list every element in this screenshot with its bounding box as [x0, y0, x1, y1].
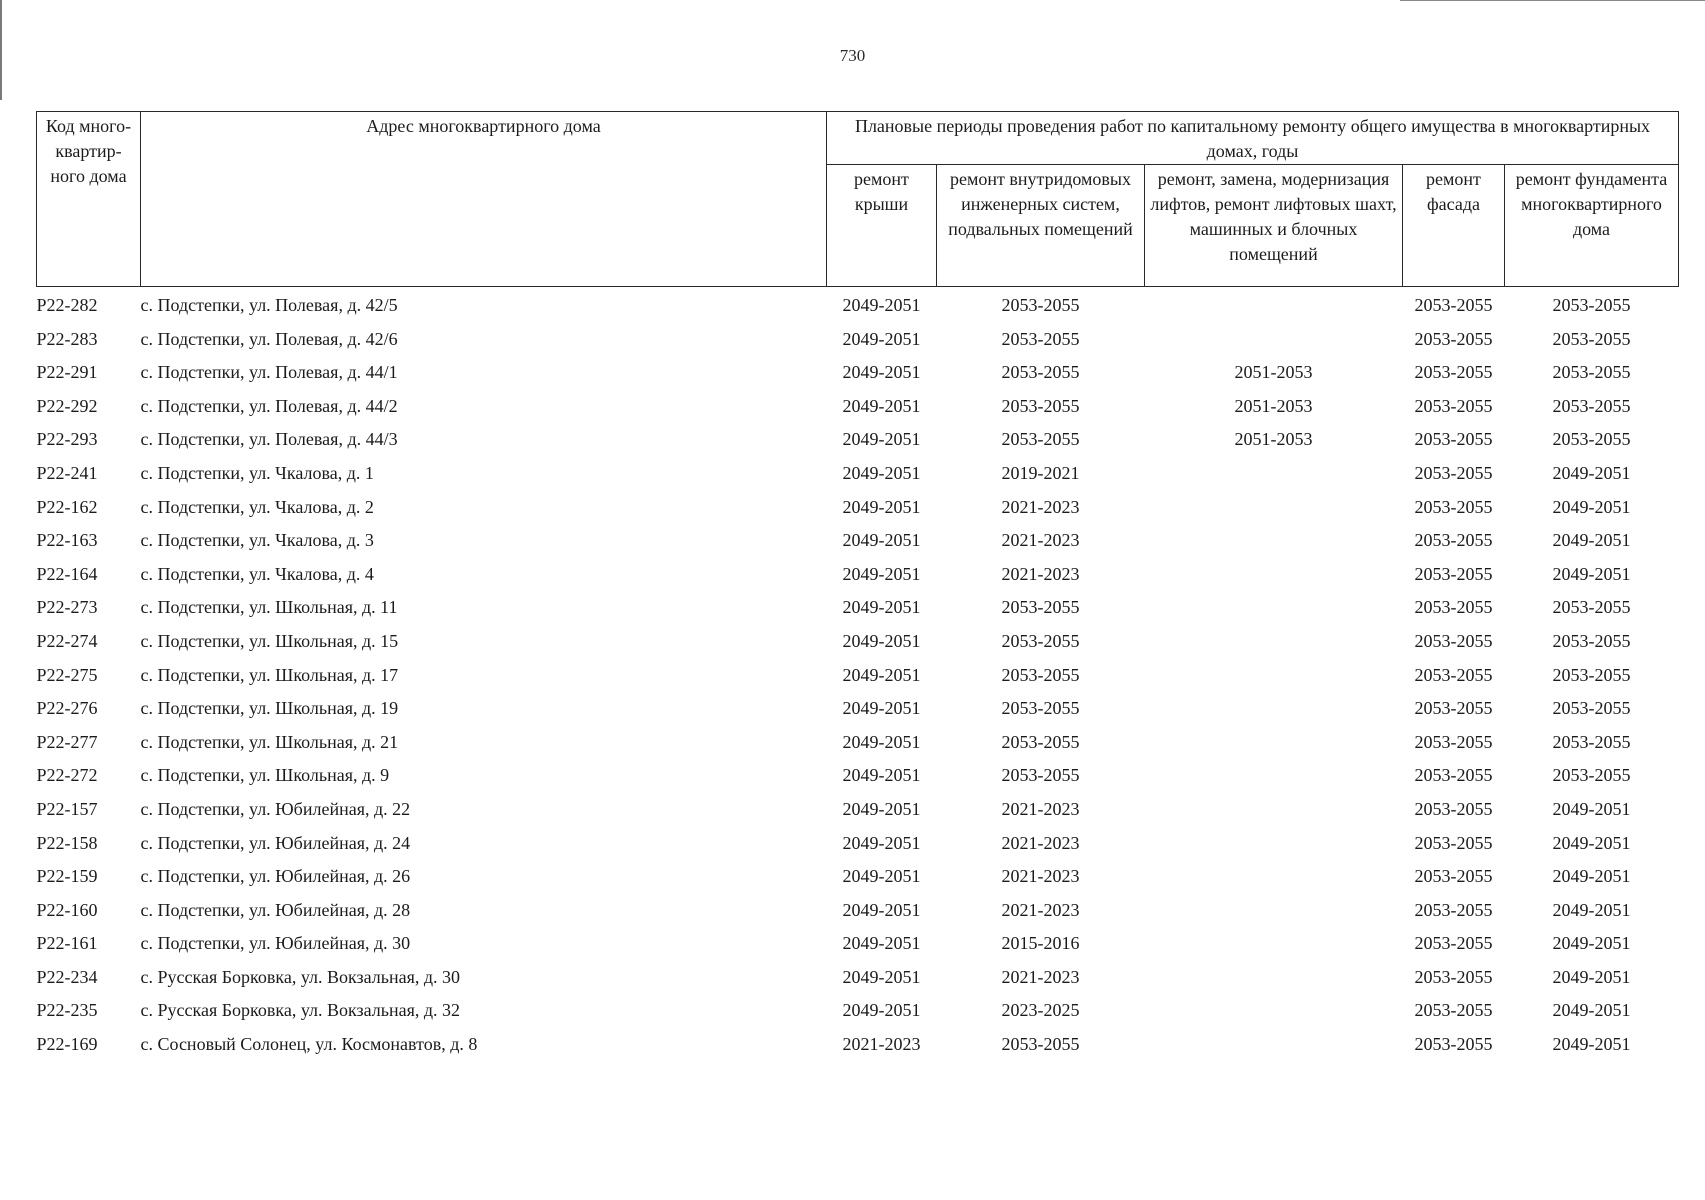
cell-engineering: 2053-2055	[1001, 328, 1080, 349]
cell-engineering: 2053-2055	[1001, 597, 1080, 618]
cell-facade: 2053-2055	[1414, 798, 1493, 819]
cell-foundation: 2049-2051	[1552, 798, 1631, 819]
cell-engineering: 2053-2055	[1001, 630, 1080, 651]
cell-code: Р22-169	[36, 1034, 98, 1055]
cell-roof: 2049-2051	[842, 933, 921, 954]
table-row	[37, 1028, 1679, 1062]
cell-foundation: 2049-2051	[1552, 462, 1631, 483]
cell-roof: 2049-2051	[842, 362, 921, 383]
cell-roof: 2049-2051	[842, 866, 921, 887]
cell-engineering: 2021-2023	[1001, 563, 1080, 584]
cell-lift	[1145, 692, 1403, 726]
table-row	[37, 759, 1679, 793]
cell-lift	[1145, 759, 1403, 793]
table-row	[37, 591, 1679, 625]
cell-roof: 2049-2051	[842, 563, 921, 584]
cell-lift	[1145, 558, 1403, 592]
cell-engineering: 2053-2055	[1001, 395, 1080, 416]
cell-engineering: 2053-2055	[1001, 362, 1080, 383]
cell-foundation: 2049-2051	[1552, 832, 1631, 853]
cell-foundation: 2049-2051	[1552, 866, 1631, 887]
cell-foundation: 2053-2055	[1552, 597, 1631, 618]
cell-facade: 2053-2055	[1414, 429, 1493, 450]
cell-roof: 2049-2051	[842, 698, 921, 719]
table-row	[37, 927, 1679, 961]
cell-engineering: 2015-2016	[1001, 933, 1080, 954]
header-code: Код много-квартир-ного дома	[37, 112, 141, 287]
table-row	[37, 860, 1679, 894]
cell-code: Р22-273	[36, 597, 98, 618]
cell-foundation: 2053-2055	[1552, 731, 1631, 752]
cell-facade: 2053-2055	[1414, 328, 1493, 349]
cell-lift	[1145, 894, 1403, 928]
table-row	[37, 524, 1679, 558]
table-row	[37, 491, 1679, 525]
header-engineering: ремонт внутридомовых инженерных систем, подвальных помещений	[937, 165, 1145, 287]
cell-engineering: 2053-2055	[1001, 429, 1080, 450]
table-row	[37, 793, 1679, 827]
cell-facade: 2053-2055	[1414, 866, 1493, 887]
header-row-top	[37, 112, 1679, 165]
cell-facade: 2053-2055	[1414, 899, 1493, 920]
cell-foundation: 2053-2055	[1552, 630, 1631, 651]
cell-foundation: 2053-2055	[1552, 698, 1631, 719]
cell-foundation: 2049-2051	[1552, 899, 1631, 920]
cell-roof: 2049-2051	[842, 765, 921, 786]
cell-facade: 2053-2055	[1414, 395, 1493, 416]
cell-facade: 2053-2055	[1414, 832, 1493, 853]
cell-roof: 2049-2051	[842, 899, 921, 920]
cell-lift	[1145, 1028, 1403, 1062]
cell-roof: 2049-2051	[842, 966, 921, 987]
scan-border-top	[1400, 0, 1705, 1]
cell-address: с. Подстепки, ул. Юбилейная, д. 22	[140, 798, 411, 819]
cell-roof: 2049-2051	[842, 798, 921, 819]
cell-facade: 2053-2055	[1414, 630, 1493, 651]
cell-lift	[1145, 827, 1403, 861]
table-row	[37, 287, 1679, 323]
table-row	[37, 726, 1679, 760]
cell-code: Р22-241	[36, 462, 98, 483]
header-foundation: ремонт фундамента многоквартирного дома	[1505, 165, 1679, 287]
cell-foundation: 2053-2055	[1552, 395, 1631, 416]
cell-code: Р22-283	[36, 328, 98, 349]
cell-facade: 2053-2055	[1414, 731, 1493, 752]
cell-roof: 2049-2051	[842, 597, 921, 618]
cell-foundation: 2049-2051	[1552, 496, 1631, 517]
cell-address: с. Подстепки, ул. Полевая, д. 44/1	[140, 362, 398, 383]
cell-code: Р22-277	[36, 731, 98, 752]
cell-lift	[1145, 323, 1403, 357]
cell-code: Р22-160	[36, 899, 98, 920]
table-row	[37, 961, 1679, 995]
cell-lift: 2051-2053	[1234, 429, 1313, 450]
table-row	[37, 894, 1679, 928]
cell-engineering: 2053-2055	[1001, 295, 1080, 315]
cell-facade: 2053-2055	[1414, 1000, 1493, 1021]
cell-engineering: 2019-2021	[1001, 462, 1080, 483]
table-row	[37, 659, 1679, 693]
table-row	[37, 457, 1679, 491]
cell-address: с. Сосновый Солонец, ул. Космонавтов, д. 8	[140, 1034, 478, 1055]
cell-roof: 2049-2051	[842, 429, 921, 450]
table-row	[37, 827, 1679, 861]
cell-facade: 2053-2055	[1414, 530, 1493, 551]
header-planned-periods: Плановые периоды проведения работ по капитальному ремонту общего имущества в многоквартирных домах, годы	[827, 112, 1679, 165]
cell-facade: 2053-2055	[1414, 664, 1493, 685]
cell-lift	[1145, 726, 1403, 760]
cell-facade: 2053-2055	[1414, 933, 1493, 954]
cell-lift: 2051-2053	[1234, 362, 1313, 383]
table-row	[37, 423, 1679, 457]
cell-facade: 2053-2055	[1414, 563, 1493, 584]
header-facade: ремонт фасада	[1403, 165, 1505, 287]
cell-roof: 2049-2051	[842, 664, 921, 685]
cell-roof: 2049-2051	[842, 328, 921, 349]
cell-engineering: 2053-2055	[1001, 731, 1080, 752]
cell-address: с. Подстепки, ул. Школьная, д. 17	[140, 664, 399, 685]
cell-address: с. Подстепки, ул. Полевая, д. 44/3	[140, 429, 398, 450]
cell-facade: 2053-2055	[1414, 496, 1493, 517]
cell-address: с. Подстепки, ул. Полевая, д. 42/5	[140, 295, 398, 315]
cell-address: с. Подстепки, ул. Школьная, д. 15	[140, 630, 399, 651]
cell-foundation: 2049-2051	[1552, 933, 1631, 954]
cell-lift	[1145, 625, 1403, 659]
cell-address: с. Подстепки, ул. Юбилейная, д. 30	[140, 933, 411, 954]
cell-lift	[1145, 659, 1403, 693]
cell-roof: 2049-2051	[842, 295, 921, 315]
cell-lift	[1145, 961, 1403, 995]
cell-facade: 2053-2055	[1414, 1034, 1493, 1055]
cell-engineering: 2023-2025	[1001, 1000, 1080, 1021]
table-body	[37, 287, 1679, 1062]
cell-address: с. Подстепки, ул. Чкалова, д. 1	[140, 462, 374, 483]
cell-lift	[1145, 927, 1403, 961]
header-address: Адрес многоквартирного дома	[141, 112, 827, 287]
cell-engineering: 2053-2055	[1001, 664, 1080, 685]
cell-roof: 2049-2051	[842, 496, 921, 517]
cell-code: Р22-161	[36, 933, 98, 954]
cell-address: с. Подстепки, ул. Чкалова, д. 3	[140, 530, 374, 551]
cell-foundation: 2053-2055	[1552, 765, 1631, 786]
cell-facade: 2053-2055	[1414, 362, 1493, 383]
cell-code: Р22-157	[36, 798, 98, 819]
table-row	[37, 558, 1679, 592]
cell-code: Р22-159	[36, 866, 98, 887]
cell-address: с. Подстепки, ул. Чкалова, д. 2	[140, 496, 374, 517]
cell-roof: 2049-2051	[842, 462, 921, 483]
cell-roof: 2021-2023	[842, 1034, 921, 1055]
cell-code: Р22-275	[36, 664, 98, 685]
cell-foundation: 2049-2051	[1552, 563, 1631, 584]
cell-address: с. Подстепки, ул. Школьная, д. 19	[140, 698, 399, 719]
cell-address: с. Русская Борковка, ул. Вокзальная, д. 30	[140, 966, 461, 987]
cell-lift	[1145, 491, 1403, 525]
cell-foundation: 2053-2055	[1552, 328, 1631, 349]
cell-lift	[1145, 860, 1403, 894]
table-row	[37, 390, 1679, 424]
cell-code: Р22-292	[36, 395, 98, 416]
cell-foundation: 2053-2055	[1552, 429, 1631, 450]
cell-foundation: 2049-2051	[1552, 1034, 1631, 1055]
cell-address: с. Подстепки, ул. Школьная, д. 21	[140, 731, 399, 752]
cell-lift	[1145, 287, 1403, 323]
cell-code: Р22-163	[36, 530, 98, 551]
cell-roof: 2049-2051	[842, 731, 921, 752]
cell-code: Р22-158	[36, 832, 98, 853]
cell-code: Р22-234	[36, 966, 98, 987]
cell-facade: 2053-2055	[1414, 462, 1493, 483]
cell-code: Р22-272	[36, 765, 98, 786]
cell-code: Р22-235	[36, 1000, 98, 1021]
cell-code: Р22-274	[36, 630, 98, 651]
cell-roof: 2049-2051	[842, 1000, 921, 1021]
cell-address: с. Подстепки, ул. Школьная, д. 11	[140, 597, 398, 618]
table-row	[37, 625, 1679, 659]
cell-facade: 2053-2055	[1414, 698, 1493, 719]
cell-roof: 2049-2051	[842, 530, 921, 551]
cell-foundation: 2053-2055	[1552, 664, 1631, 685]
table-row	[37, 323, 1679, 357]
cell-address: с. Русская Борковка, ул. Вокзальная, д. 32	[140, 1000, 461, 1021]
header-lift: ремонт, замена, модернизация лифтов, ремонт лифтовых шахт, машинных и блочных помещений	[1145, 165, 1403, 287]
cell-foundation: 2049-2051	[1552, 966, 1631, 987]
page-number: 730	[839, 46, 866, 65]
cell-code: Р22-293	[36, 429, 98, 450]
header-roof: ремонт крыши	[827, 165, 937, 287]
cell-address: с. Подстепки, ул. Юбилейная, д. 24	[140, 832, 411, 853]
cell-address: с. Подстепки, ул. Школьная, д. 9	[140, 765, 390, 786]
cell-facade: 2053-2055	[1414, 765, 1493, 786]
cell-address: с. Подстепки, ул. Чкалова, д. 4	[140, 563, 374, 584]
cell-engineering: 2021-2023	[1001, 899, 1080, 920]
cell-facade: 2053-2055	[1414, 966, 1493, 987]
cell-address: с. Подстепки, ул. Полевая, д. 44/2	[140, 395, 398, 416]
cell-engineering: 2053-2055	[1001, 765, 1080, 786]
cell-engineering: 2021-2023	[1001, 530, 1080, 551]
capital-repair-schedule-table	[36, 111, 1679, 1062]
cell-code: Р22-164	[36, 563, 98, 584]
cell-code: Р22-291	[36, 362, 98, 383]
cell-address: с. Подстепки, ул. Юбилейная, д. 26	[140, 866, 411, 887]
cell-engineering: 2021-2023	[1001, 496, 1080, 517]
cell-facade: 2053-2055	[1414, 295, 1493, 315]
cell-lift	[1145, 994, 1403, 1028]
cell-address: с. Подстепки, ул. Юбилейная, д. 28	[140, 899, 411, 920]
table-row	[37, 994, 1679, 1028]
cell-address: с. Подстепки, ул. Полевая, д. 42/6	[140, 328, 398, 349]
cell-roof: 2049-2051	[842, 395, 921, 416]
cell-code: Р22-162	[36, 496, 98, 517]
cell-engineering: 2021-2023	[1001, 866, 1080, 887]
cell-lift	[1145, 591, 1403, 625]
cell-engineering: 2021-2023	[1001, 798, 1080, 819]
cell-engineering: 2053-2055	[1001, 698, 1080, 719]
cell-roof: 2049-2051	[842, 630, 921, 651]
cell-foundation: 2049-2051	[1552, 1000, 1631, 1021]
cell-roof: 2049-2051	[842, 832, 921, 853]
table-row	[37, 692, 1679, 726]
table-row	[37, 356, 1679, 390]
cell-lift: 2051-2053	[1234, 395, 1313, 416]
cell-engineering: 2053-2055	[1001, 1034, 1080, 1055]
cell-foundation: 2053-2055	[1552, 362, 1631, 383]
cell-lift	[1145, 457, 1403, 491]
cell-engineering: 2021-2023	[1001, 966, 1080, 987]
cell-facade: 2053-2055	[1414, 597, 1493, 618]
cell-foundation: 2053-2055	[1552, 295, 1631, 315]
cell-lift	[1145, 793, 1403, 827]
cell-lift	[1145, 524, 1403, 558]
cell-code: Р22-282	[36, 295, 98, 315]
cell-engineering: 2021-2023	[1001, 832, 1080, 853]
cell-foundation: 2049-2051	[1552, 530, 1631, 551]
cell-code: Р22-276	[36, 698, 98, 719]
